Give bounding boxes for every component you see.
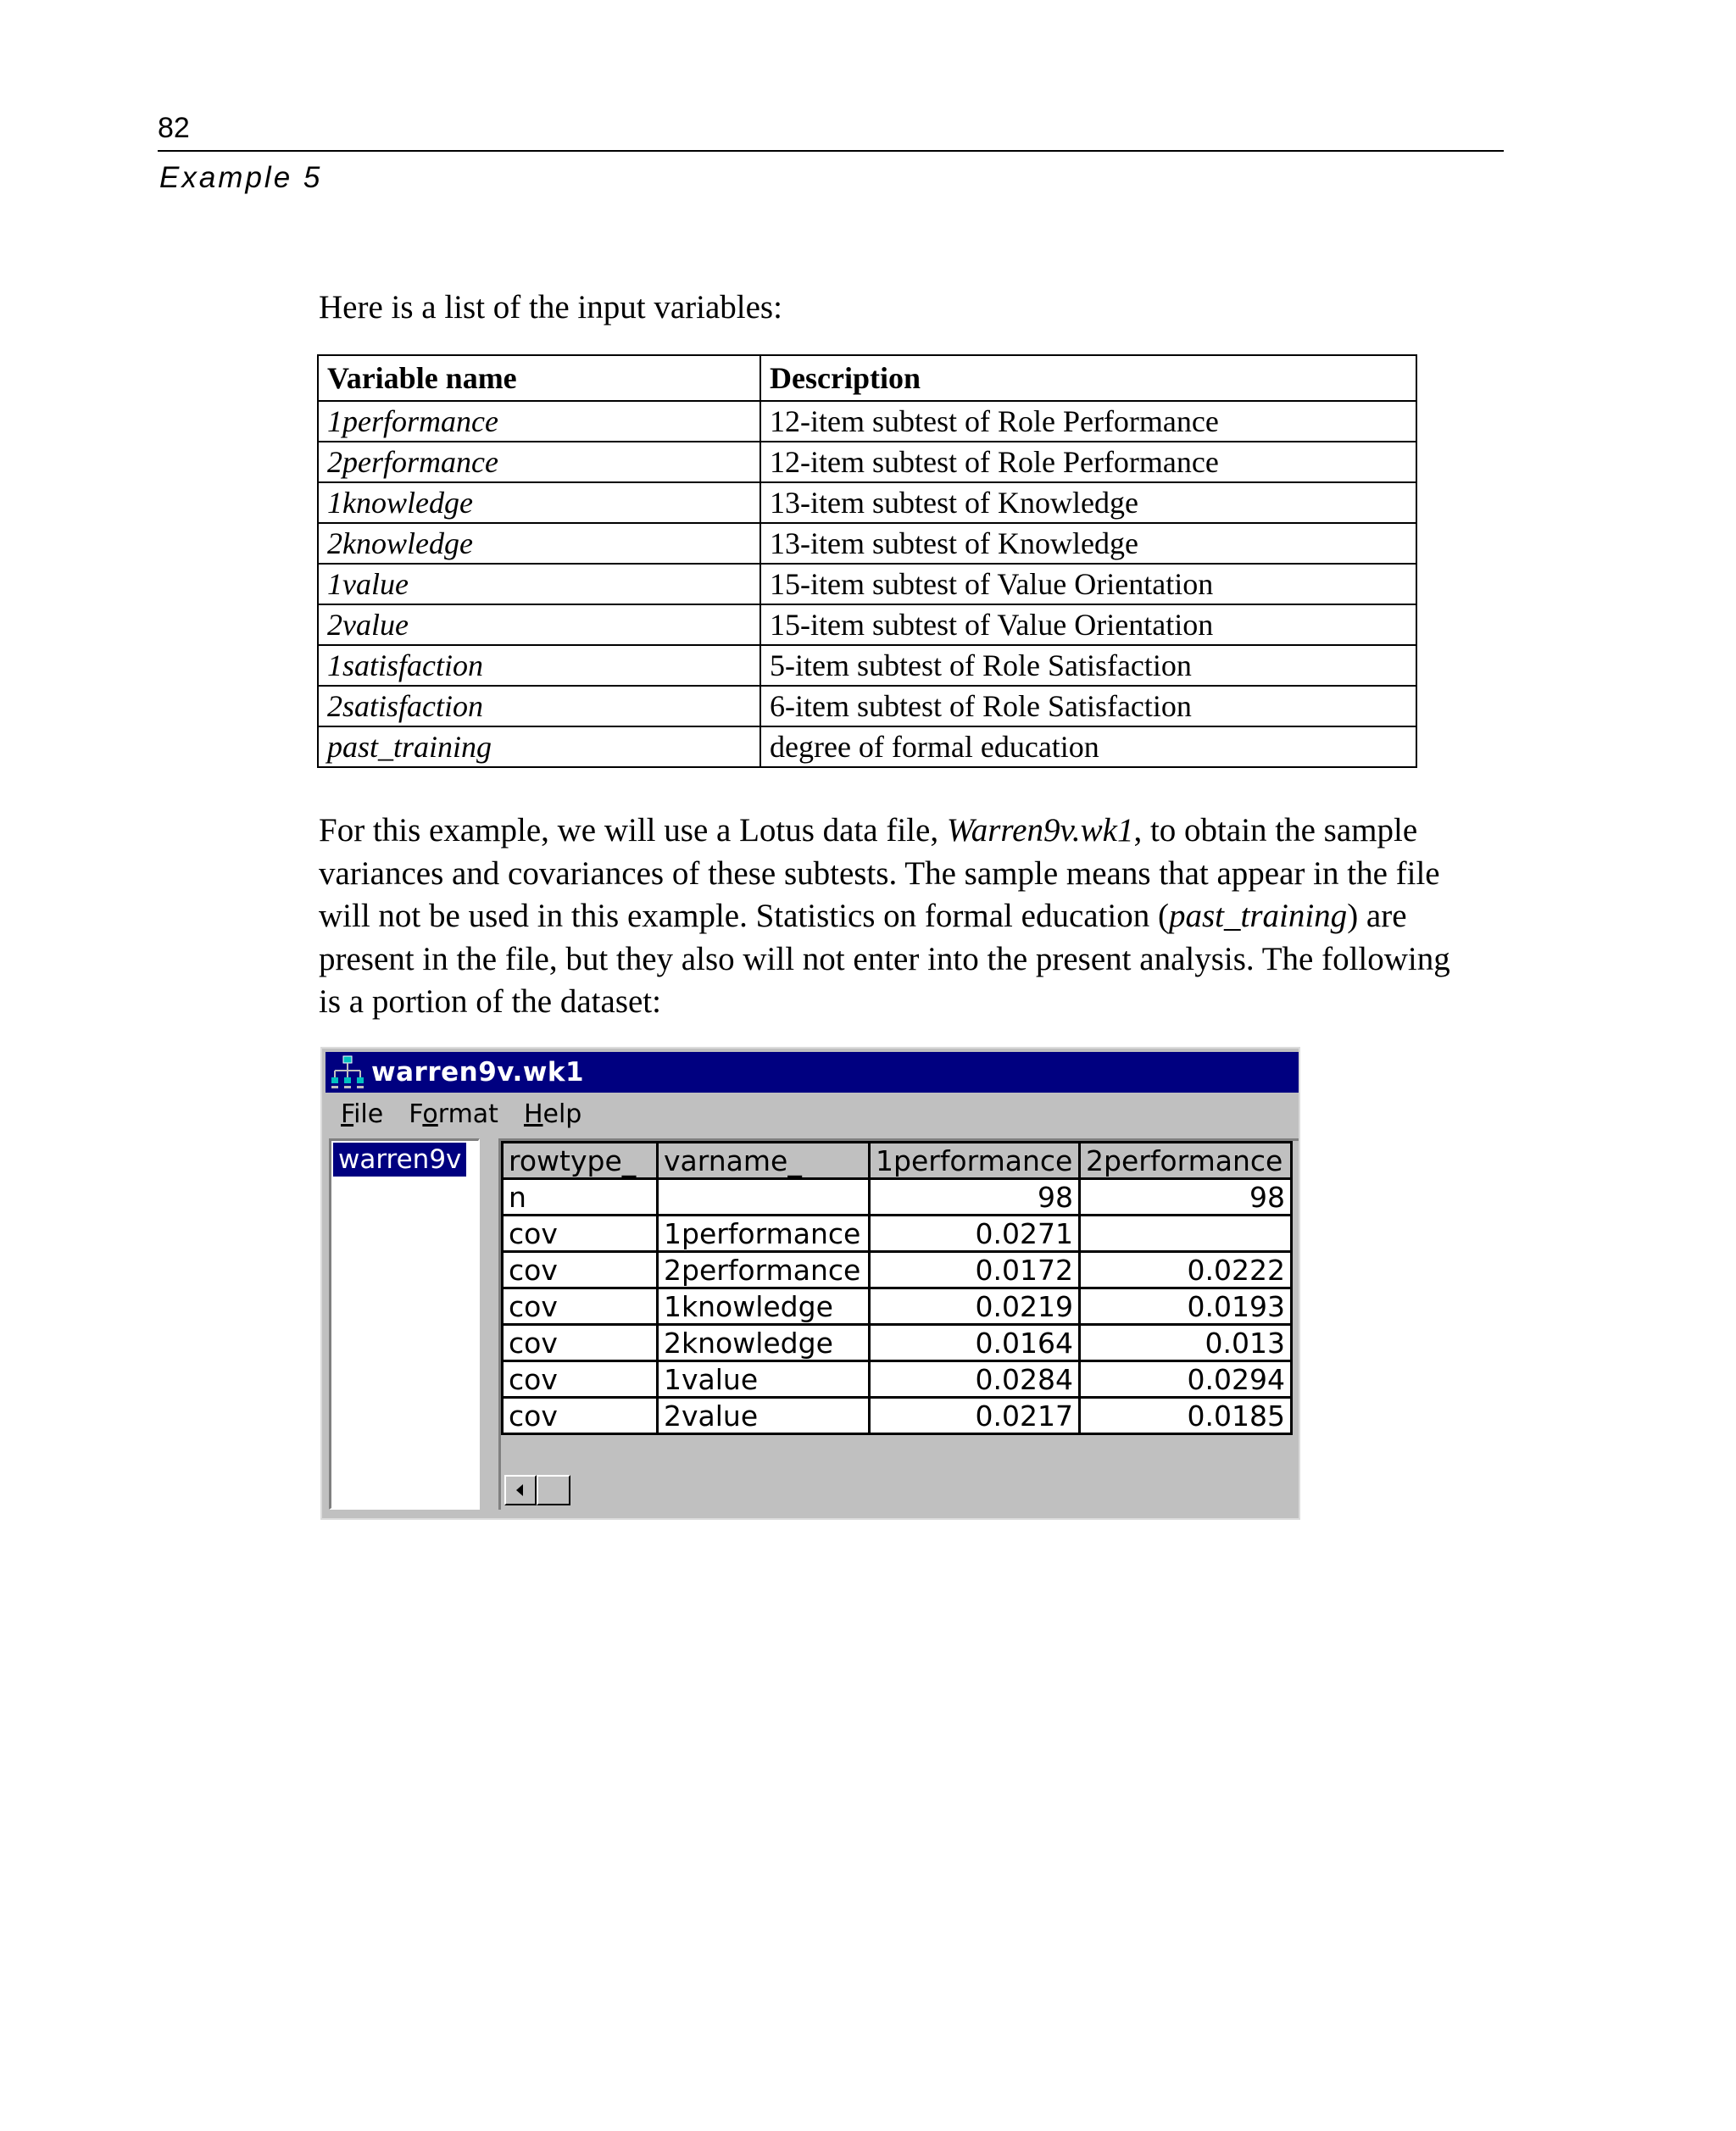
table-row <box>503 1398 1292 1434</box>
variable-name: 2value <box>318 604 760 645</box>
grid-cell[interactable]: cov <box>503 1325 658 1361</box>
variable-name: 1performance <box>318 401 760 442</box>
menu-label: elp <box>542 1099 582 1129</box>
paragraph-line: is a portion of the dataset: <box>319 983 661 1020</box>
grid-cell[interactable]: 1value <box>658 1361 870 1398</box>
grid-cell[interactable]: cov <box>503 1216 658 1252</box>
grid-cell[interactable]: 2value <box>658 1398 870 1434</box>
variable-description: 15-item subtest of Value Orientation <box>760 564 1416 604</box>
variable-description: 5-item subtest of Role Satisfaction <box>760 645 1416 686</box>
header-description: Description <box>760 355 1416 401</box>
menu-label: F <box>409 1099 423 1129</box>
menu-format[interactable] <box>409 1099 498 1129</box>
menu-file[interactable] <box>341 1099 383 1129</box>
column-header-2performance[interactable]: 2performance <box>1080 1143 1292 1179</box>
variables-table <box>317 354 1417 768</box>
grid-cell[interactable]: 2knowledge <box>658 1325 870 1361</box>
text-run: ) are <box>1347 898 1407 934</box>
paragraph-line: present in the file, but they also will not enter into the present analysis. The following <box>319 940 1450 977</box>
column-header-rowtype[interactable]: rowtype_ <box>503 1143 658 1179</box>
variable-name: 1knowledge <box>318 482 760 523</box>
filename: Warren9v.wk1 <box>946 812 1134 849</box>
text-run: , to obtain the sample <box>1133 812 1418 849</box>
variable-name: 1satisfaction <box>318 645 760 686</box>
grid-cell[interactable]: 98 <box>1080 1179 1292 1216</box>
table-row <box>503 1325 1292 1361</box>
variable-name: 2satisfaction <box>318 686 760 726</box>
body-paragraph <box>319 810 1505 1024</box>
menu-accelerator: F <box>341 1099 354 1129</box>
paragraph-line: variances and covariances of these subtests. The sample means that appear in the file <box>319 854 1440 892</box>
table-row <box>318 401 1416 442</box>
page-number: 82 <box>158 112 190 144</box>
horizontal-scrollbar[interactable] <box>501 1475 1299 1507</box>
menu-label: ile <box>353 1099 384 1129</box>
column-header-1performance[interactable]: 1performance <box>870 1143 1080 1179</box>
grid-cell[interactable] <box>658 1179 870 1216</box>
grid-cell[interactable]: 0.0193 <box>1080 1288 1292 1325</box>
section-title: Example 5 <box>159 161 323 194</box>
variable-description: 13-item subtest of Knowledge <box>760 523 1416 564</box>
text-run: will not be used in this example. Statistics on formal education ( <box>319 898 1169 934</box>
sheet-item-warren9v[interactable]: warren9v <box>333 1143 466 1177</box>
grid-cell[interactable]: 0.0217 <box>870 1398 1080 1434</box>
grid-cell[interactable]: 0.0284 <box>870 1361 1080 1398</box>
data-viewer-window <box>320 1047 1300 1520</box>
table-row <box>318 442 1416 482</box>
table-row <box>318 564 1416 604</box>
variable-description: 15-item subtest of Value Orientation <box>760 604 1416 645</box>
grid-cell[interactable]: 0.0172 <box>870 1252 1080 1288</box>
grid-cell[interactable]: 0.0185 <box>1080 1398 1292 1434</box>
table-row <box>503 1216 1292 1252</box>
table-row <box>503 1288 1292 1325</box>
table-row <box>503 1361 1292 1398</box>
scroll-thumb[interactable] <box>537 1475 570 1505</box>
grid-cell[interactable]: 0.0222 <box>1080 1252 1292 1288</box>
grid-cell[interactable] <box>1080 1216 1292 1252</box>
menu-help[interactable] <box>524 1099 581 1129</box>
data-table <box>501 1141 1293 1435</box>
paragraph-line <box>319 895 1505 938</box>
data-grid[interactable] <box>498 1138 1299 1510</box>
grid-cell[interactable]: 1performance <box>658 1216 870 1252</box>
table-row <box>503 1252 1292 1288</box>
variable-description: 12-item subtest of Role Performance <box>760 442 1416 482</box>
grid-cell[interactable]: cov <box>503 1288 658 1325</box>
column-header-varname[interactable]: varname_ <box>658 1143 870 1179</box>
menu-accelerator: H <box>523 1099 543 1129</box>
grid-cell[interactable]: cov <box>503 1361 658 1398</box>
sheet-list[interactable] <box>329 1138 480 1510</box>
variable-name: 1value <box>318 564 760 604</box>
grid-header-row <box>503 1143 1292 1179</box>
variable-name: 2performance <box>318 442 760 482</box>
menu-accelerator: o <box>422 1099 438 1129</box>
text-run: For this example, we will use a Lotus data file, <box>319 812 947 849</box>
grid-cell[interactable]: 1knowledge <box>658 1288 870 1325</box>
header-rule <box>158 150 1504 152</box>
grid-cell[interactable]: 98 <box>870 1179 1080 1216</box>
grid-cell[interactable]: 0.0164 <box>870 1325 1080 1361</box>
table-row <box>318 686 1416 726</box>
menu-bar <box>326 1093 1299 1135</box>
paragraph-line <box>319 810 1505 853</box>
title-bar[interactable] <box>326 1052 1299 1093</box>
table-row <box>318 482 1416 523</box>
header-variable-name: Variable name <box>318 355 760 401</box>
grid-cell[interactable]: 0.0219 <box>870 1288 1080 1325</box>
table-row <box>318 726 1416 767</box>
scroll-left-arrow-icon <box>515 1483 526 1497</box>
variable-description: 6-item subtest of Role Satisfaction <box>760 686 1416 726</box>
grid-cell[interactable]: n <box>503 1179 658 1216</box>
variable-description: 13-item subtest of Knowledge <box>760 482 1416 523</box>
menu-label: rmat <box>437 1099 498 1129</box>
grid-cell[interactable]: cov <box>503 1398 658 1434</box>
grid-cell[interactable]: cov <box>503 1252 658 1288</box>
scroll-left-button[interactable] <box>504 1475 537 1505</box>
variable-name: 2knowledge <box>318 523 760 564</box>
grid-cell[interactable]: 0.0271 <box>870 1216 1080 1252</box>
window-title: warren9v.wk1 <box>371 1057 585 1088</box>
table-row <box>318 523 1416 564</box>
intro-text: Here is a list of the input variables: <box>319 289 782 325</box>
variable-ref: past_training <box>1168 898 1348 934</box>
table-row <box>318 645 1416 686</box>
table-row <box>318 604 1416 645</box>
variable-description: 12-item subtest of Role Performance <box>760 401 1416 442</box>
table-row <box>503 1179 1292 1216</box>
grid-cell[interactable]: 0.013 <box>1080 1325 1292 1361</box>
app-tree-icon[interactable] <box>329 1054 366 1091</box>
variable-name: past_training <box>318 726 760 767</box>
table-header-row <box>318 355 1416 401</box>
variable-description: degree of formal education <box>760 726 1416 767</box>
grid-cell[interactable]: 0.0294 <box>1080 1361 1292 1398</box>
grid-cell[interactable]: 2performance <box>658 1252 870 1288</box>
